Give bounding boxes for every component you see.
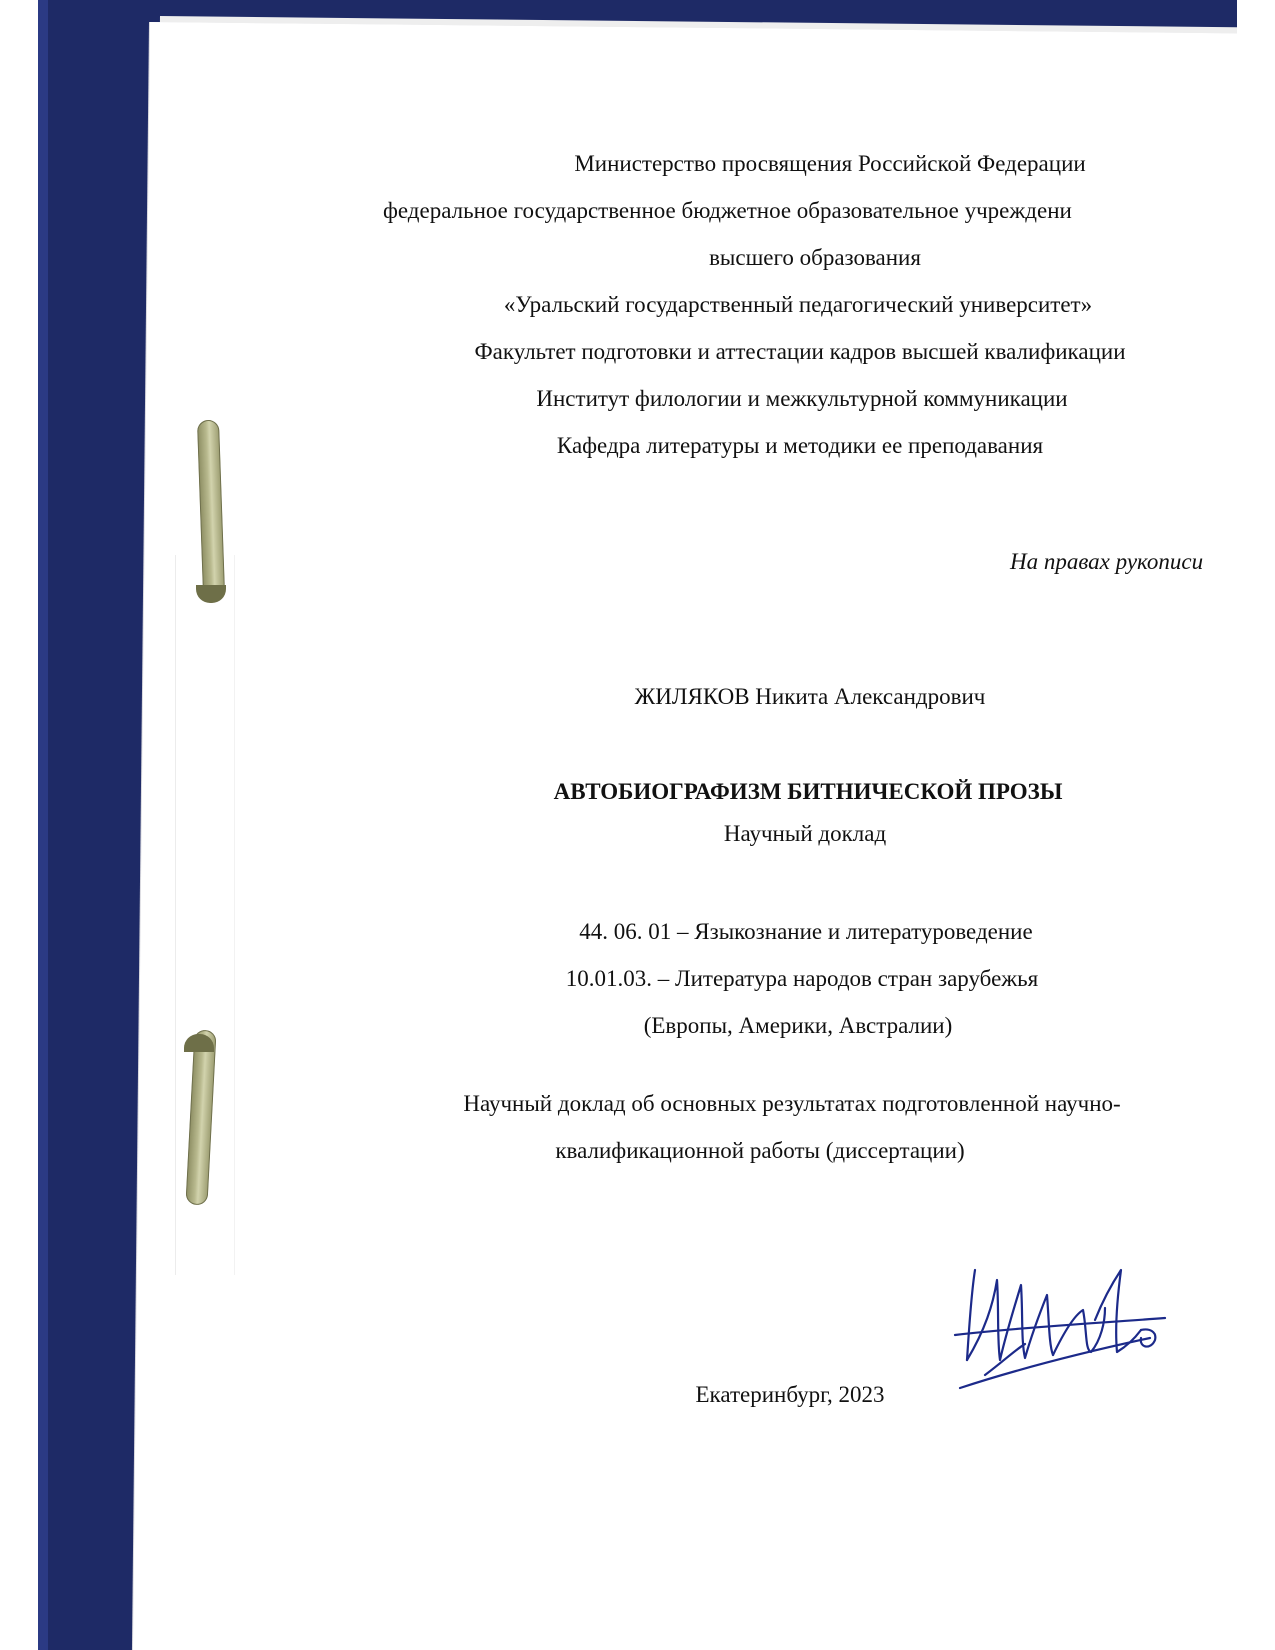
report-subtitle: Научный доклад xyxy=(723,821,887,846)
specialty-code-2: 10.01.03. – Литература народов стран зарубежья xyxy=(565,966,1039,991)
education-level-line: высшего образования xyxy=(709,245,921,270)
handwritten-signature xyxy=(945,1260,1175,1400)
institute-line: Институт филологии и межкультурной коммуникации xyxy=(536,386,1068,411)
rights-note: На правах рукописи xyxy=(1010,549,1204,574)
report-title: АВТОБИОГРАФИЗМ БИТНИЧЕСКОЙ ПРОЗЫ xyxy=(553,779,1063,804)
specialty-code-1: 44. 06. 01 – Языкознание и литературоведение xyxy=(579,919,1033,944)
university-name: «Уральский государственный педагогический университет» xyxy=(503,292,1093,317)
place-and-year: Екатеринбург, 2023 xyxy=(695,1382,885,1407)
institution-type-line: федеральное государственное бюджетное образовательное учреждени xyxy=(383,198,1072,223)
specialty-region: (Европы, Америки, Австралии) xyxy=(643,1013,953,1038)
author-name: ЖИЛЯКОВ Никита Александрович xyxy=(634,684,986,709)
ministry-line: Министерство просвящения Российской Федерации xyxy=(574,151,1086,176)
description-line-1: Научный доклад об основных результатах подготовленной научно- xyxy=(463,1091,1121,1116)
faculty-line: Факультет подготовки и аттестации кадров высшей квалификации xyxy=(474,339,1126,364)
description-line-2: квалификационной работы (диссертации) xyxy=(555,1138,965,1163)
scan-right-margin xyxy=(1237,0,1275,1650)
folder-edge xyxy=(38,0,48,1650)
department-line: Кафедра литературы и методики ее преподавания xyxy=(556,433,1044,458)
